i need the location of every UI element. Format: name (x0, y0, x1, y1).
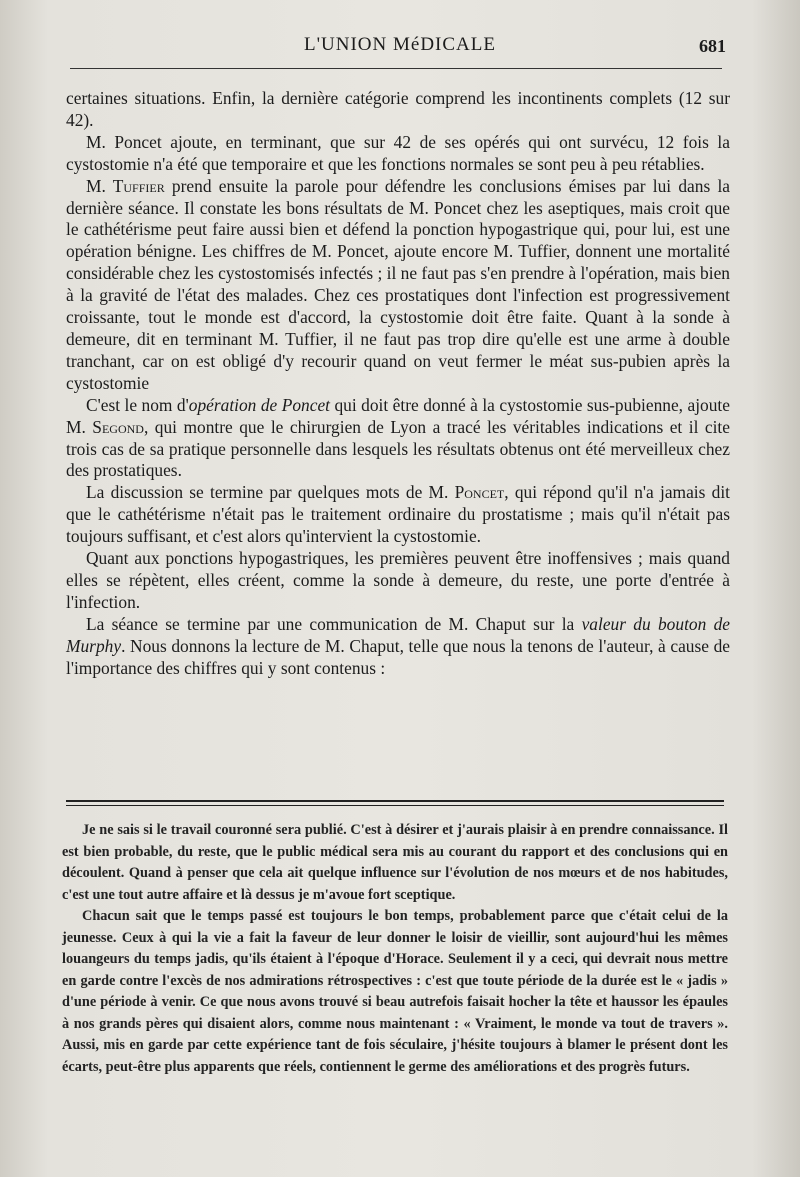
main-text (66, 88, 730, 679)
note-paragraph-2: Chacun sait que le temps passé est toujours le bon temps, probablement parce que c'était celui de la jeunesse. Ceux à qui la vie a fait la faveur de leur donner le loisir de vieillir, sont aujourd'hui les mêmes louangeurs du temps jadis, qu'ils étaient à l'époque d'Horace. Seulement il y a ceci, qui devrait nous mettre en garde contre l'excès de nos admirations rétrospectives : c'est que toute période de la durée est le « jadis » d'une période à venir. Ce que nous avons trouvé si beau autrefois faisait hocher la tête et haussor les épaules à nos grands pères qui disaient alors, comme nous maintenant : « Vraiment, le monde va tout de travers ». Aussi, mis en garde par cette expérience tant de fois séculaire, j'hésite toujours à blamer le présent dont les écarts, peut-être plus apparents que réels, contiennent le germe des améliorations et des progrès futurs. (62, 908, 728, 1075)
feuilleton-text (62, 820, 728, 1078)
header-rule (70, 68, 722, 69)
paragraph-3 (66, 176, 730, 395)
paragraph-4-text-c: , qui montre que le chirurgien de Lyon a tracé les véritables indications et il cite trois cas de sa pratique personnelle dans lesquels les résultats obtenus ont été merveilleux chez des prostatiques. (66, 416, 730, 481)
paragraph-1: certaines situations. Enfin, la dernière catégorie comprend les incontinents complets (12 sur 42). (66, 88, 730, 130)
paragraph-5 (66, 482, 730, 548)
running-title: L'UNION MéDICALE (304, 34, 496, 55)
paragraph-5-text-a: La discussion se termine par quelques mots de M. (86, 482, 455, 503)
page-header (70, 32, 730, 58)
paragraph-5-text-b: , qui répond qu'il n'a jamais dit que le cathétérisme n'était pas le traitement ordinaire du prostatisme ; mais qu'il n'était pas toujours suffisant, et c'est alors qu'intervient la cystostomie. (66, 482, 730, 547)
note-paragraph-1: Je ne sais si le travail couronné sera publié. C'est à désirer et j'aurais plaisir à en prendre connaissance. Il est bien probable, du reste, que le public médical sera mis au courant du rapport et des conclusions qui en découlent. Quand à penser que cela ait quelque influence sur l'évolution de nos mœurs et de nos habitudes, c'est une tout autre affaire et là dessus je m'avoue fort sceptique. (62, 822, 728, 903)
paragraph-4-text-a: C'est le nom d' (86, 394, 189, 415)
paragraph-7 (66, 614, 730, 680)
speaker-name: M. Tuffier (86, 175, 165, 196)
paragraph-2: M. Poncet ajoute, en terminant, que sur 42 de ses opérés qui ont survécu, 12 fois la cystostomie n'a été que temporaire et que les fonctions normales se sont peu à peu rétablies. (66, 131, 730, 174)
feuilleton-rule (66, 800, 724, 806)
paragraph-7-italic: valeur du bouton de Murphy (66, 613, 730, 656)
paragraph-3-text: prend ensuite la parole pour défendre les conclusions émises par lui dans la dernière séance. Il constate les bons résultats de M. Poncet chez les aseptiques, mais croit que le cathétérisme peut faire aussi bien et défend la ponction hypogastrique qui, pour lui, est une opération bénigne. Les chiffres de M. Poncet, ajoute encore M. Tuffier, donnent une mortalité considérable chez les cystostomisés infectés ; il ne faut pas s'en prendre à l'opération, mais bien à la gravité de l'état des malades. Chez ces prostatiques dont l'infection est progressivement croissante, tout le monde est d'accord, la cystostomie doit être faite. Quant à la sonde à demeure, dit en terminant M. Tuffier, il ne faut pas trop dire qu'elle est une arme à double tranchant, car on est obligé d'y recourir quand on veut fermer le méat sus-pubien après la cystostomie (66, 175, 730, 393)
paragraph-6: Quant aux ponctions hypogastriques, les premières peuvent être inoffensives ; mais quand elles se répètent, elles créent, comme la sonde à demeure, du reste, une porte d'entrée à l'infection. (66, 548, 730, 612)
speaker-name: Poncet (454, 482, 505, 503)
paragraph-4-italic: opération de Poncet (188, 394, 331, 415)
page-number: 681 (699, 36, 726, 56)
speaker-name: Segond (92, 416, 144, 437)
paragraph-4-text-b: qui doit être donné à la cystostomie sus-pubienne, ajoute M. (66, 394, 730, 437)
paragraph-7-text-a: La séance se termine par une communication de M. Chaput sur la (86, 613, 582, 634)
paragraph-4 (66, 395, 730, 483)
paragraph-7-text-b: . Nous donnons la lecture de M. Chaput, telle que nous la tenons de l'auteur, à cause de l'importance des chiffres qui y sont contenus : (66, 635, 730, 678)
